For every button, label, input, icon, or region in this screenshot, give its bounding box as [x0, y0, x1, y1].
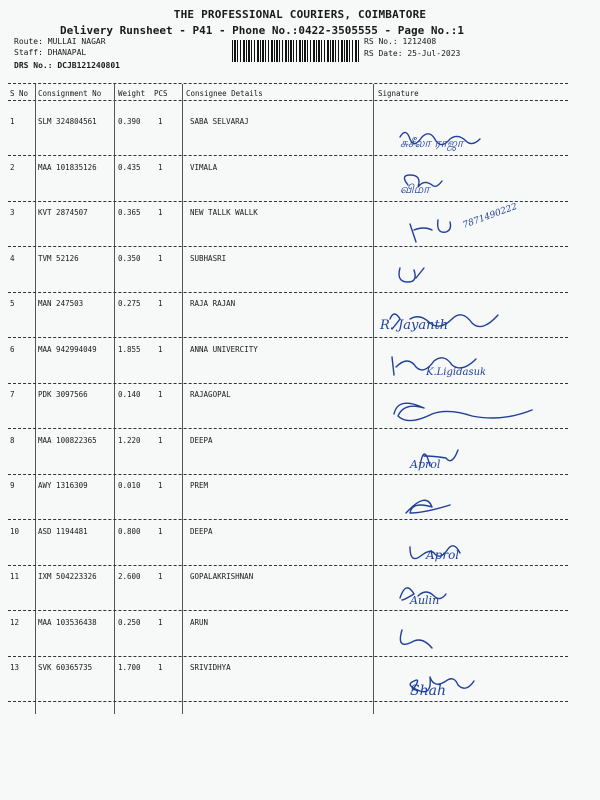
row-sno: 5	[10, 299, 15, 308]
row-consignment-number: ASD 1194481	[38, 526, 88, 536]
row-consignee: RAJA RAJAN	[190, 299, 236, 308]
row-pcs: 1	[158, 390, 163, 399]
row-separator	[8, 610, 568, 611]
signature-scribble	[380, 119, 540, 159]
column-divider	[114, 84, 115, 714]
row-weight: 1.700	[118, 663, 141, 672]
row-consignment-number: MAA 100822365	[38, 435, 97, 445]
row-pcs: 1	[158, 572, 163, 581]
signature-text: Shah	[410, 683, 446, 699]
row-weight: 0.350	[118, 253, 141, 263]
row-consignee: DEEPA	[190, 526, 213, 536]
header-bottom-rule	[8, 100, 568, 101]
row-weight: 1.220	[118, 435, 141, 445]
signature-stroke	[399, 268, 424, 282]
route-label: Route: MULLAI NAGAR	[14, 37, 106, 46]
row-separator	[8, 201, 568, 202]
barcode	[232, 40, 360, 62]
signature-image	[380, 529, 540, 569]
row-consignment-number: AWY 1316309	[38, 481, 88, 490]
row-sno: 11	[10, 572, 20, 581]
row-sno: 2	[10, 162, 15, 172]
row-weight: 0.250	[118, 617, 141, 627]
signature-scribble	[380, 256, 540, 296]
row-consignment-number: KVT 2874507	[38, 208, 88, 217]
document-title: THE PROFESSIONAL COURIERS, COIMBATORE	[173, 8, 427, 21]
column-divider	[373, 84, 374, 714]
row-consignment-number: IXM 504223326	[38, 572, 97, 581]
row-pcs: 1	[158, 208, 163, 217]
signature-scribble	[380, 392, 540, 432]
signature-stroke	[406, 500, 450, 513]
row-pcs: 1	[158, 435, 163, 445]
row-weight: 0.800	[118, 526, 141, 536]
column-header-sno: S No	[10, 89, 29, 98]
drs-number: DRS No.: DCJB121240801	[14, 61, 120, 70]
row-sno: 8	[10, 435, 15, 445]
row-sno: 6	[10, 344, 15, 354]
row-pcs: 1	[158, 526, 163, 536]
row-pcs: 1	[158, 299, 163, 308]
signature-text: Aulin	[410, 594, 440, 607]
signature-image	[380, 438, 540, 478]
staff-label: Staff: DHANAPAL	[14, 48, 87, 57]
signature-scribble	[380, 665, 540, 705]
column-header-weight: Weight	[118, 89, 146, 98]
row-sno: 10	[10, 526, 20, 536]
row-separator	[8, 292, 568, 293]
rs-date: RS Date: 25-Jul-2023	[364, 49, 461, 58]
row-consignment-number: SLM 324804561	[38, 117, 97, 126]
row-weight: 0.365	[118, 208, 141, 217]
row-consignment-number: TVM 52126	[38, 253, 79, 263]
row-consignment-number: MAA 942994049	[38, 344, 97, 354]
signature-image	[380, 620, 540, 660]
row-separator	[8, 474, 568, 475]
signature-text: சுசீலா ராஜா	[400, 136, 464, 150]
signature-image	[380, 392, 540, 432]
row-pcs: 1	[158, 617, 163, 627]
document-subtitle: Delivery Runsheet - P41 - Phone No.:0422-3505555 - Page No.:1	[60, 24, 464, 37]
signature-scribble	[380, 483, 540, 523]
signature-scribble	[380, 201, 540, 250]
row-pcs: 1	[158, 481, 163, 490]
column-header-signature: Signature	[378, 89, 419, 98]
table-top-rule	[8, 83, 568, 84]
row-consignee: ARUN	[190, 617, 209, 627]
row-weight: 2.600	[118, 572, 141, 581]
row-consignment-number: MAN 247503	[38, 299, 84, 308]
row-weight: 0.390	[118, 117, 141, 126]
signature-stroke	[410, 220, 451, 242]
signature-scribble	[380, 347, 540, 387]
signature-image	[380, 347, 540, 387]
row-pcs: 1	[158, 663, 163, 672]
column-header-pcs: PCS	[154, 89, 168, 98]
row-separator	[8, 337, 568, 338]
row-consignee: SRIVIDHYA	[190, 663, 231, 672]
signature-scribble	[380, 574, 540, 614]
row-consignment-number: SVK 60365735	[38, 663, 93, 672]
column-divider	[182, 84, 183, 714]
row-separator	[8, 155, 568, 156]
row-separator	[8, 519, 568, 520]
row-pcs: 1	[158, 344, 163, 354]
signature-text: R. Jayanth	[380, 318, 449, 333]
row-sno: 4	[10, 253, 15, 263]
row-sno: 9	[10, 481, 15, 490]
row-separator	[8, 565, 568, 566]
signature-text: விமா	[400, 181, 430, 196]
signature-text: K.Ligidasuk	[426, 366, 487, 378]
row-sno: 7	[10, 390, 15, 399]
signature-scribble	[380, 529, 540, 569]
rs-number: RS No.: 1212408	[364, 37, 437, 46]
row-consignee: GOPALAKRISHNAN	[190, 572, 254, 581]
signature-text: Aprol	[426, 547, 460, 562]
row-sno: 1	[10, 117, 15, 126]
signature-text: Aprol	[410, 457, 441, 471]
row-weight: 0.010	[118, 481, 141, 490]
row-consignee: SABA SELVARAJ	[190, 117, 249, 126]
signature-scribble	[380, 438, 540, 478]
row-consignee: NEW TALLK WALLK	[190, 208, 258, 217]
row-sno: 13	[10, 663, 20, 672]
signature-image	[380, 665, 540, 705]
row-separator	[8, 246, 568, 247]
signature-scribble	[380, 620, 540, 660]
signature-scribble	[380, 165, 540, 205]
column-header-consignment: Consignment No	[38, 89, 102, 98]
row-separator	[8, 656, 568, 657]
signature-image	[380, 574, 540, 614]
column-divider	[35, 84, 36, 714]
signature-image	[380, 256, 540, 296]
row-pcs: 1	[158, 162, 163, 172]
column-header-consignee: Consignee Details	[186, 89, 263, 98]
row-consignee: DEEPA	[190, 435, 213, 445]
signature-scribble	[380, 301, 540, 341]
signature-stroke	[400, 630, 432, 648]
row-consignment-number: MAA 103536438	[38, 617, 97, 627]
signature-image	[380, 301, 540, 341]
row-consignee: SUBHASRI	[190, 253, 227, 263]
row-consignment-number: MAA 101835126	[38, 162, 97, 172]
row-consignee: ANNA UNIVERCITY	[190, 344, 258, 354]
signature-stroke	[394, 403, 532, 420]
row-consignee: VIMALA	[190, 162, 218, 172]
signature-image	[380, 483, 540, 523]
signature-image	[380, 119, 540, 159]
row-sno: 12	[10, 617, 20, 627]
row-consignee: PREM	[190, 481, 209, 490]
signature-image	[380, 201, 540, 250]
signature-text: 7871490222	[461, 201, 519, 231]
row-separator	[8, 383, 568, 384]
signature-image	[380, 165, 540, 205]
row-weight: 0.275	[118, 299, 141, 308]
row-weight: 0.140	[118, 390, 141, 399]
row-separator	[8, 701, 568, 702]
row-sno: 3	[10, 208, 15, 217]
row-weight: 0.435	[118, 162, 141, 172]
row-separator	[8, 428, 568, 429]
row-pcs: 1	[158, 253, 163, 263]
row-pcs: 1	[158, 117, 163, 126]
row-weight: 1.855	[118, 344, 141, 354]
row-consignee: RAJAGOPAL	[190, 390, 231, 399]
row-consignment-number: PDK 3097566	[38, 390, 88, 399]
